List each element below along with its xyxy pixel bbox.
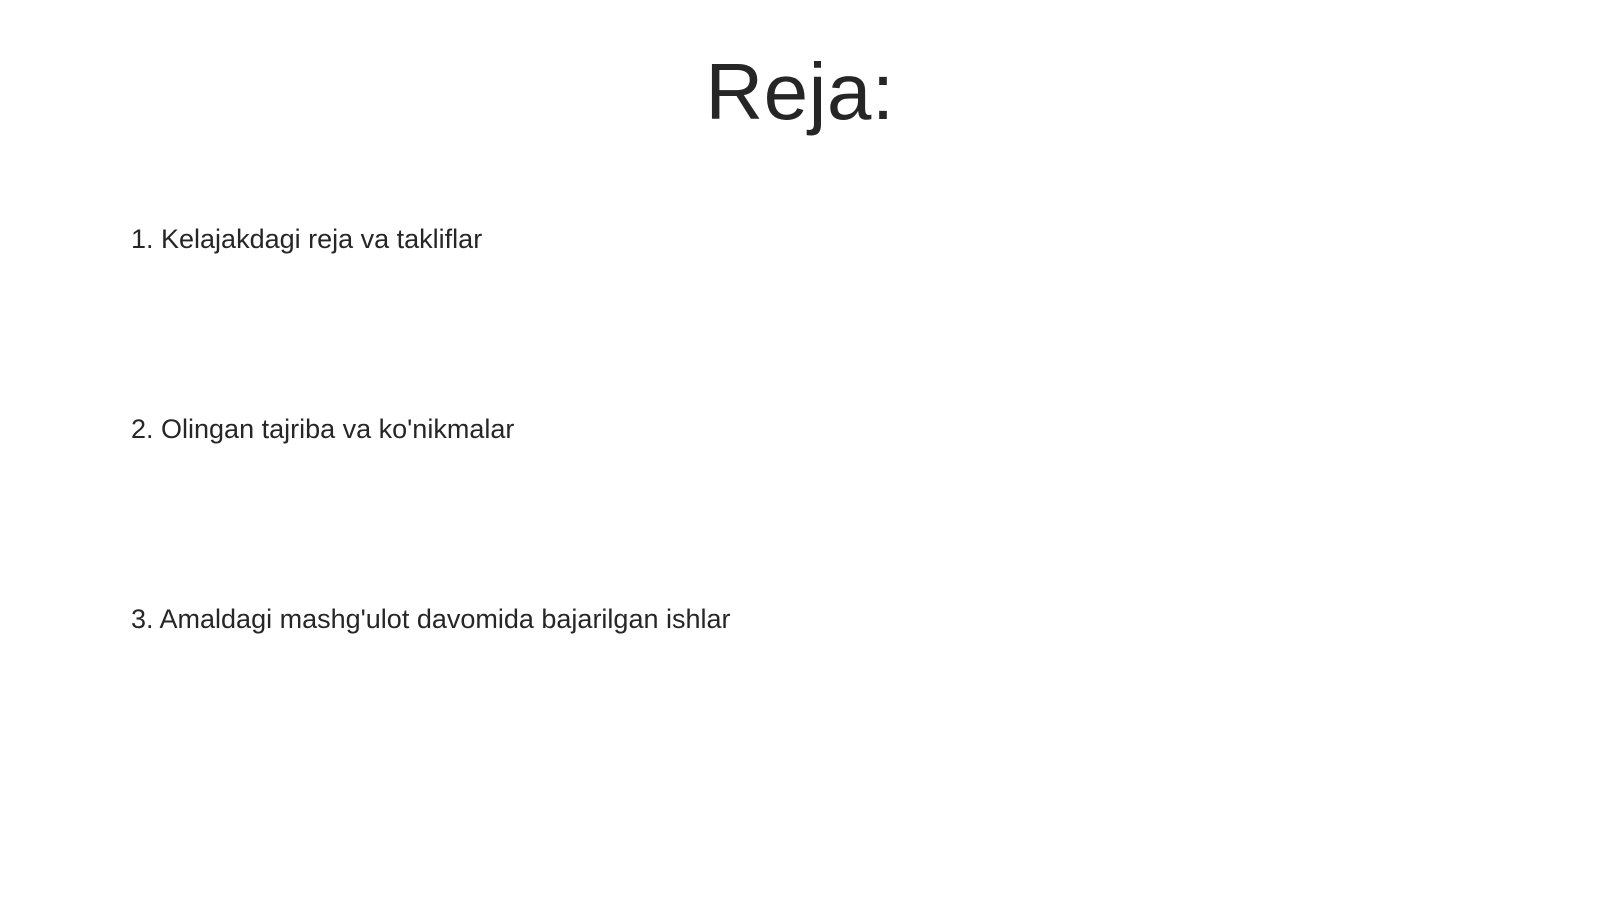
list-item: 3. Amaldagi mashg'ulot davomida bajarilgan ishlar — [131, 604, 731, 634]
list-item: 2. Olingan tajriba va ko'nikmalar — [131, 414, 515, 444]
slide-title: Reja: — [705, 47, 895, 136]
list-item: 1. Kelajakdagi reja va takliflar — [131, 224, 483, 254]
